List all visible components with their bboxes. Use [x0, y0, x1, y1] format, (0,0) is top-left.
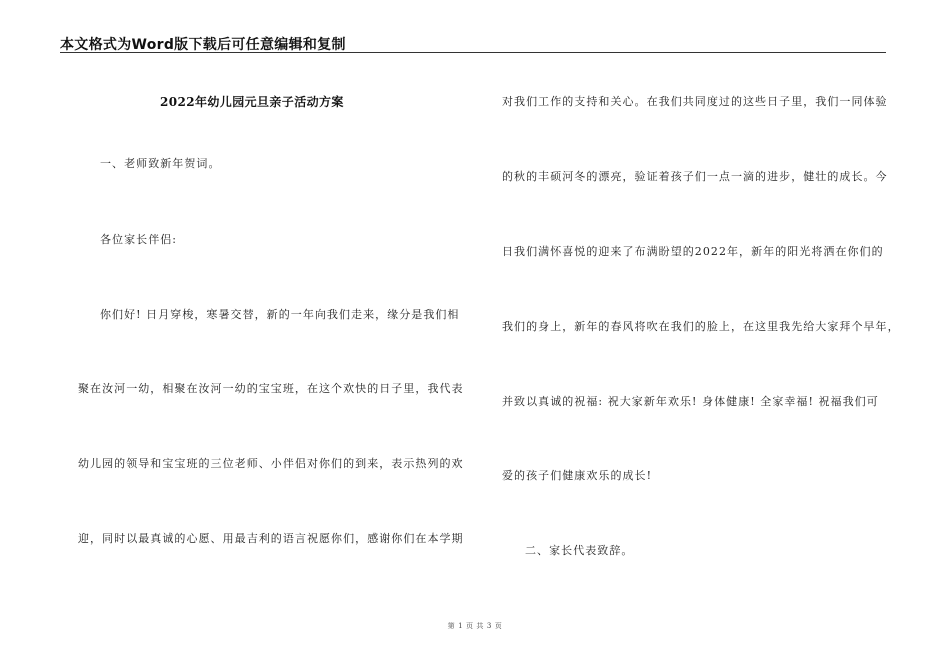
paragraph-line: 我们的身上，新年的春风将吹在我们的脸上，在这里我先给大家拜个早年，: [502, 320, 900, 333]
header-text: 本文格式为Word版下载后可任意编辑和复制: [60, 37, 346, 53]
salutation: 各位家长伴侣:: [100, 233, 178, 246]
paragraph-line: 幼儿园的领导和宝宝班的三位老师、小伴侣对你们的到来，表示热列的欢: [78, 457, 464, 470]
paragraph-line: 并致以真诚的祝福: 祝大家新年欢乐! 身体健康! 全家幸福! 祝福我们可: [502, 395, 879, 408]
paragraph-line: 日我们满怀喜悦的迎来了布满盼望的2022年，新年的阳光将洒在你们的: [502, 245, 884, 258]
page-header: [60, 34, 886, 53]
paragraph-line: 你们好! 日月穿梭，寒暑交替，新的一年向我们走来，缘分是我们相: [100, 308, 460, 321]
document-title: 2022年幼儿园元旦亲子活动方案: [160, 95, 344, 109]
paragraph-line: 聚在汝河一幼，相聚在汝河一幼的宝宝班，在这个欢快的日子里，我代表: [78, 382, 464, 395]
paragraph-line: 的秋的丰硕河冬的漂亮，验证着孩子们一点一滴的进步，健壮的成长。今: [502, 170, 888, 183]
section-heading-1: 一、老师致新年贺词。: [100, 157, 221, 170]
paragraph-line: 对我们工作的支持和关心。在我们共同度过的这些日子里，我们一同体验: [502, 95, 888, 108]
page-number: 第 1 页 共 3 页: [447, 622, 503, 630]
paragraph-line: 爱的孩子们健康欢乐的成长!: [502, 469, 653, 482]
paragraph-line: 迎，同时以最真诚的心愿、用最吉利的语言祝愿你们，感谢你们在本学期: [78, 532, 464, 545]
section-heading-2: 二、家长代表致辞。: [525, 544, 634, 557]
